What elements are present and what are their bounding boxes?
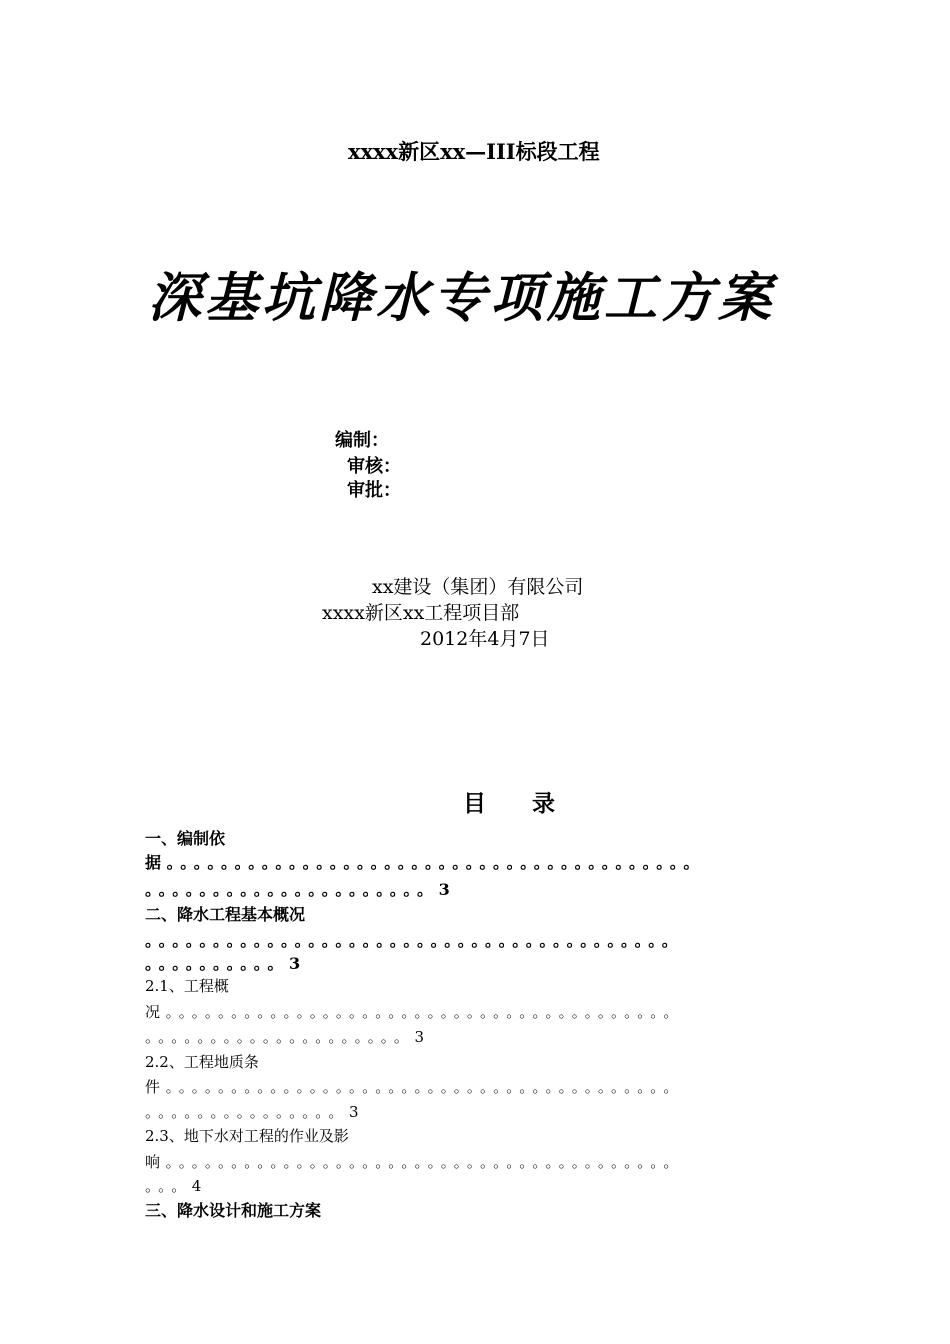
toc-line-8: 况。。。。。。。。。。。。。。。。。。。。。。。。。。。。。。。。。。。。。。。	[145, 1003, 685, 1021]
company-name: xx建设（集团）有限公司	[372, 576, 584, 598]
document-title: 深基坑降水专项施工方案	[148, 267, 775, 329]
toc-line-5: 。。。。。。。。。。。。。。。。。。。。。。。。。。。。。。。。。。。。。。。	[145, 931, 684, 950]
reviewed-by-label: 审核：	[347, 456, 401, 477]
toc-line-16: 三、降水设计和施工方案	[145, 1201, 322, 1220]
approved-by-label: 审批：	[347, 480, 401, 501]
toc-line-7: 2.1、工程概	[145, 977, 229, 995]
toc-line-4: 二、降水工程基本概况	[145, 905, 306, 924]
toc-line-1: 一、编制依	[145, 829, 226, 848]
toc-line-9: 。。。。。。。。。。。。。。。。。。。。3	[145, 1028, 430, 1046]
toc-line-2: 据。。。。。。。。。。。。。。。。。。。。。。。。。。。。。。。。。。。。。。。	[145, 853, 706, 872]
toc-line-3: 。。。。。。。。。。。。。。。。。。。。。3	[145, 880, 456, 899]
project-subtitle: xxxx新区xx—III标段工程	[348, 139, 600, 164]
toc-heading: 目录	[463, 790, 601, 817]
toc-line-12: 。。。。。。。。。。。。。。。3	[145, 1103, 365, 1121]
toc-line-11: 件。。。。。。。。。。。。。。。。。。。。。。。。。。。。。。。。。。。。。。。	[145, 1078, 685, 1096]
document-date: 2012年4月7日	[420, 628, 550, 650]
toc-line-14: 响。。。。。。。。。。。。。。。。。。。。。。。。。。。。。。。。。。。。。。。	[145, 1153, 685, 1171]
toc-line-10: 2.2、工程地质条	[145, 1053, 259, 1071]
toc-line-13: 2.3、地下水对工程的作业及影	[145, 1127, 349, 1145]
toc-line-6: 。。。。。。。。。。3	[145, 954, 306, 973]
toc-line-15: 。。。4	[145, 1177, 207, 1195]
project-department: xxxx新区xx工程项目部	[322, 602, 520, 624]
compiled-by-label: 编制：	[335, 430, 389, 451]
